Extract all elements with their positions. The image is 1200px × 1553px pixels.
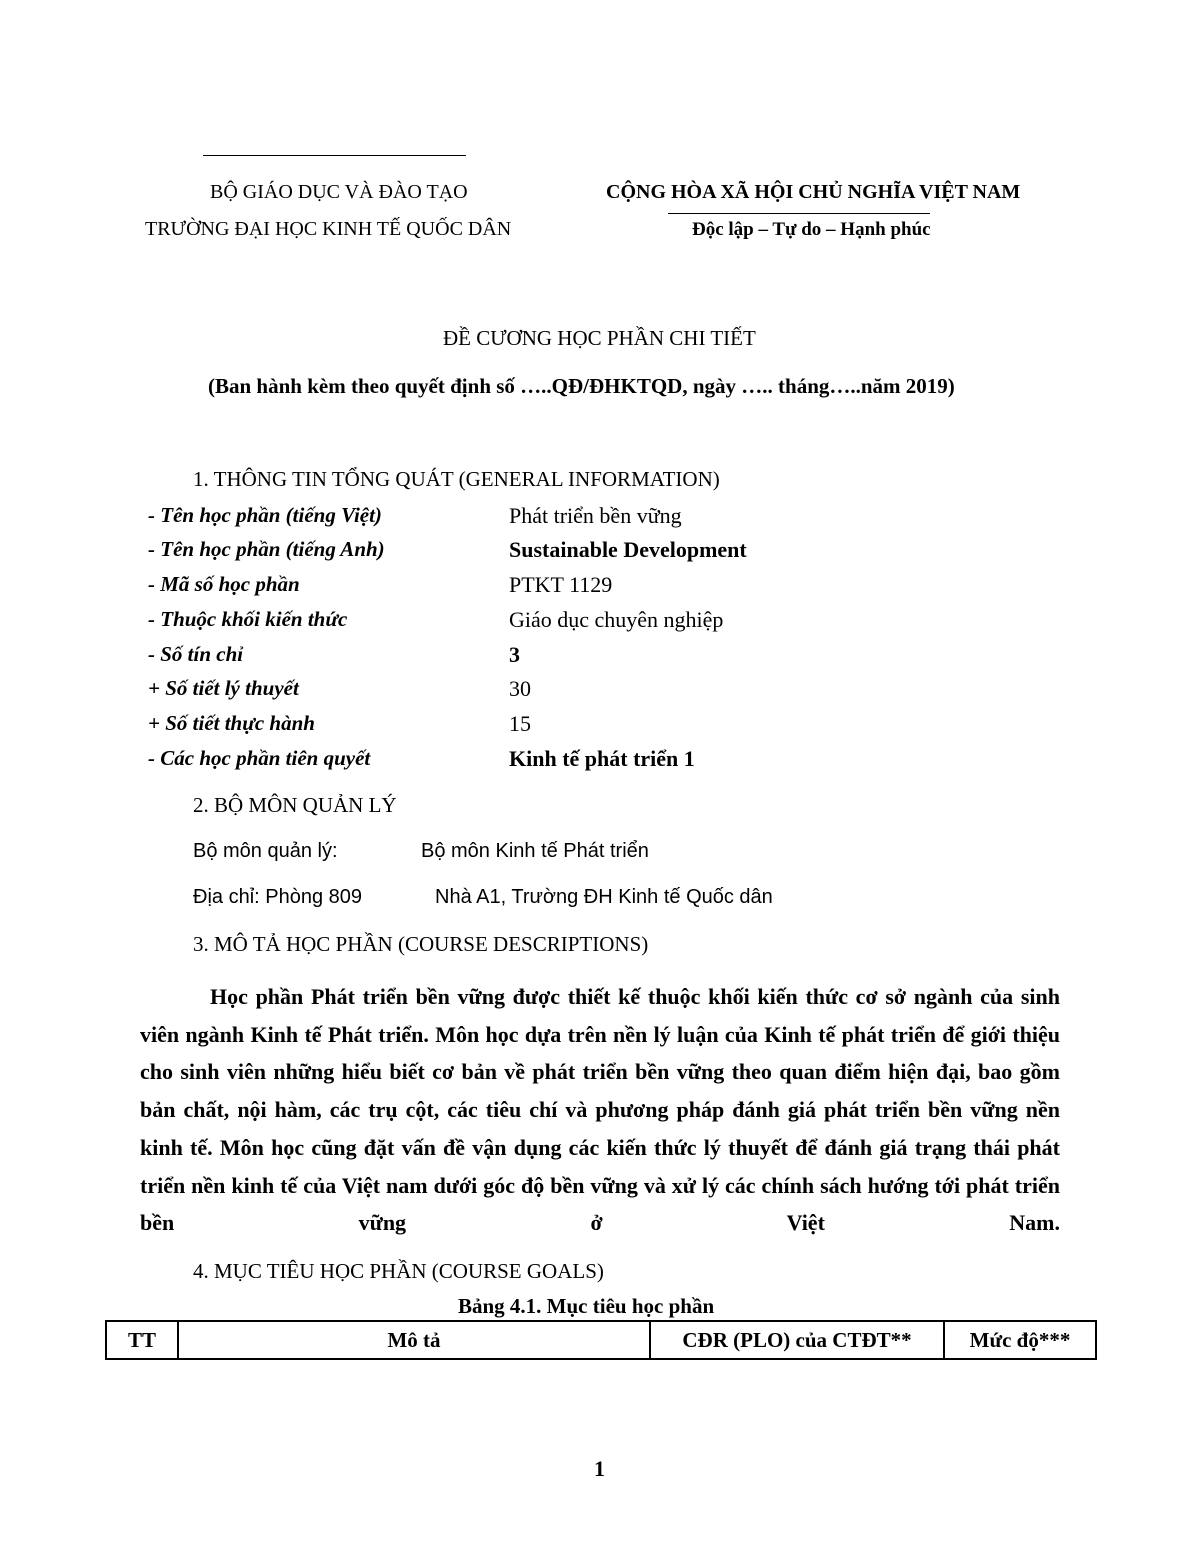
address-label: Địa chỉ: Phòng 809 [193,886,363,908]
section4-heading: 4. MỤC TIÊU HỌC PHẦN (COURSE GOALS) [193,1259,604,1283]
info-value: Giáo dục chuyên nghiệp [509,607,724,632]
motto-rule [668,213,930,214]
page-title: ĐỀ CƯƠNG HỌC PHẦN CHI TIẾT [443,326,756,350]
address-value: Nhà A1, Trường ĐH Kinh tế Quốc dân [435,886,773,908]
info-value: Kinh tế phát triển 1 [509,746,695,771]
dept-value: Bộ môn Kinh tế Phát triển [421,840,649,862]
table-header-row [106,1321,1096,1359]
info-value: 3 [509,642,520,667]
info-label: - Thuộc khối kiến thức [148,607,348,631]
university-name: TRƯỜNG ĐẠI HỌC KINH TẾ QUỐC DÂN [145,218,512,240]
info-label: - Mã số học phần [148,572,300,596]
info-value: Phát triển bền vững [509,503,682,528]
col-header-plo: CĐR (PLO) của CTĐT** [650,1321,944,1359]
col-header-description: Mô tả [178,1321,650,1359]
section3-heading: 3. MÔ TẢ HỌC PHẦN (COURSE DESCRIPTIONS) [193,932,649,956]
info-value: 30 [509,676,531,701]
table-caption: Bảng 4.1. Mục tiêu học phần [458,1294,715,1318]
info-label: - Số tín chỉ [148,642,244,666]
course-goals-table [105,1320,1097,1360]
section1-heading: 1. THÔNG TIN TỔNG QUÁT (GENERAL INFORMATION) [193,467,720,491]
info-label: - Tên học phần (tiếng Anh) [148,537,385,561]
info-value: 15 [509,711,531,736]
ministry-name: BỘ GIÁO DỤC VÀ ĐÀO TẠO [210,181,468,203]
col-header-level: Mức độ*** [944,1321,1096,1359]
course-description [140,978,1060,1280]
page-subtitle: (Ban hành kèm theo quyết định số …..QĐ/ĐHKTQD, ngày ….. tháng…..năm 2019) [208,374,955,398]
course-description-text: Học phần Phát triển bền vững được thiết kế thuộc khối kiến thức cơ sở ngành của sinh viên ngành Kinh tế Phát triển. Môn học dựa trên nền lý luận của Kinh tế phát triển để giới thiệu cho sinh viên những hiểu biết cơ bản về phát triển bền vững theo quan điểm hiện đại, bao gồm bản chất, nội hàm, các trụ cột, các tiêu chí và phương pháp đánh giá phát triển bền vững nền kinh tế. Môn học cũng đặt vấn đề vận dụng các kiến thức lý thuyết để đánh giá trạng thái phát triển nền kinh tế của Việt nam dưới góc độ bền vững và xử lý các chính sách hướng tới phát triển bền vững ở Việt Nam. [140,984,1060,1236]
country-name: CỘNG HÒA XÃ HỘI CHỦ NGHĨA VIỆT NAM [606,181,1021,203]
national-motto: Độc lập – Tự do – Hạnh phúc [692,219,931,240]
info-value: Sustainable Development [509,537,747,562]
page-number: 1 [594,1456,605,1481]
info-label: - Các học phần tiên quyết [148,746,371,770]
info-label: - Tên học phần (tiếng Việt) [148,503,382,527]
section2-heading: 2. BỘ MÔN QUẢN LÝ [193,793,397,817]
info-label: + Số tiết lý thuyết [148,676,299,700]
header-top-rule [203,155,466,156]
col-header-tt: TT [106,1321,178,1359]
info-value: PTKT 1129 [509,572,613,597]
info-label: + Số tiết thực hành [148,711,315,735]
dept-label: Bộ môn quản lý: [193,840,338,862]
